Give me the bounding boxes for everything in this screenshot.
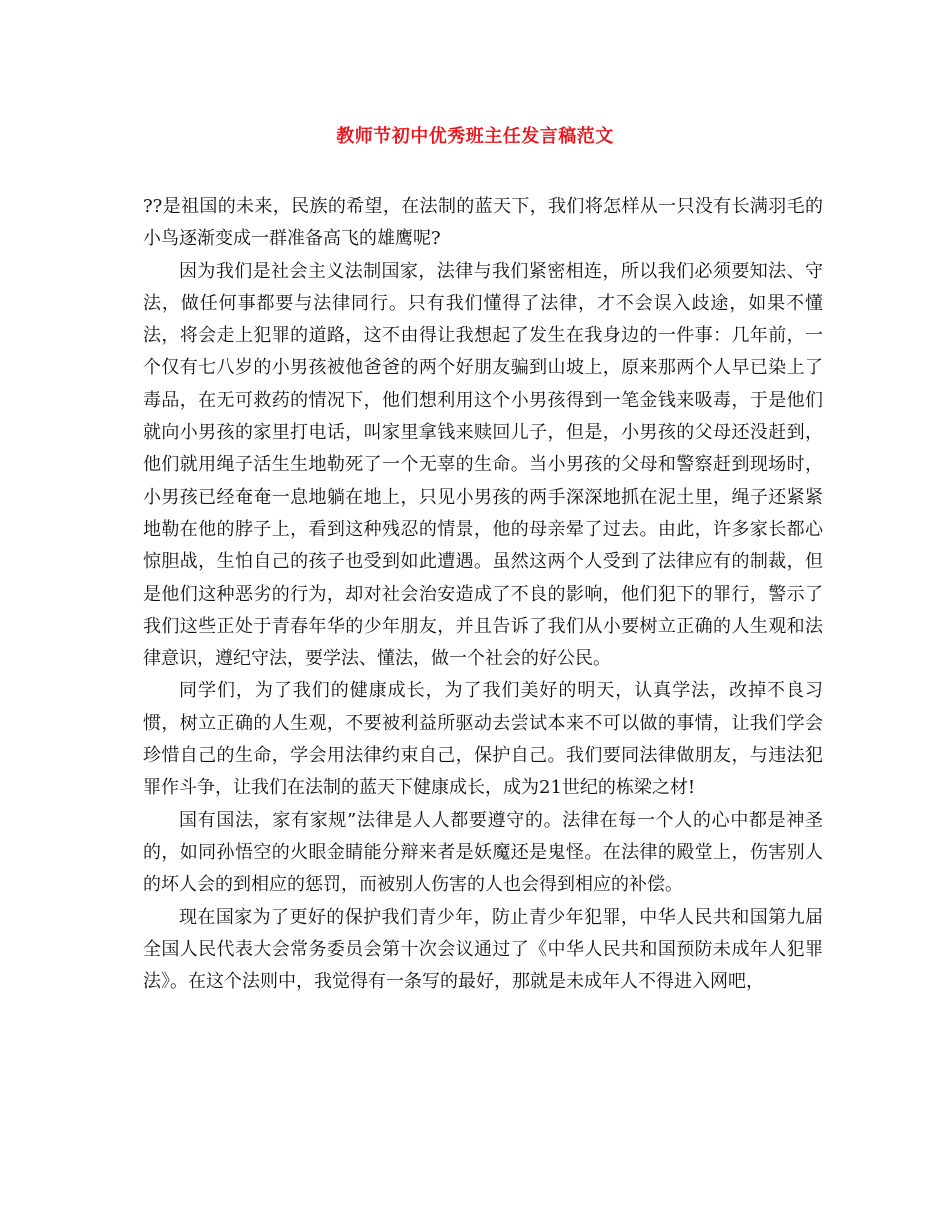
paragraph-3: 同学们，为了我们的健康成长，为了我们美好的明天，认真学法，改掉不良习惯，树立正确的人生观，不要被利益所驱动去尝试本来不可以做的事情，让我们学会珍惜自己的生命，学会用法律约束自己，保护自己。我们要同法律做朋友，与违法犯罪作斗争，让我们在法制的蓝天下健康成长，成为21世纪的栋梁之材! (143, 680, 823, 799)
document-body (143, 191, 823, 998)
paragraph-5: 现在国家为了更好的保护我们青少年，防止青少年犯罪，中华人民共和国第九届全国人民代表大会常务委员会第十次会议通过了《中华人民共和国预防未成年人犯罪法》。在这个法则中，我觉得有一条写的最好，那就是未成年人不得进入网吧， (143, 906, 823, 993)
paragraph-4: 国有国法，家有家规”法律是人人都要遵守的。法律在每一个人的心中都是神圣的，如同孙悟空的火眼金睛能分辩来者是妖魔还是鬼怪。在法律的殿堂上，伤害别人的坏人会的到相应的惩罚，而被别人伤害的人也会得到相应的补偿。 (143, 809, 823, 896)
paragraph-2: 因为我们是社会主义法制国家，法律与我们紧密相连，所以我们必须要知法、守法，做任何事都要与法律同行。只有我们懂得了法律，才不会误入歧途，如果不懂法，将会走上犯罪的道路，这不由得让我想起了发生在我身边的一件事：几年前，一个仅有七八岁的小男孩被他爸爸的两个好朋友骗到山坡上，原来那两个人早已染上了毒品，在无可救药的情况下，他们想利用这个小男孩得到一笔金钱来吸毒，于是他们就向小男孩的家里打电话，叫家里拿钱来赎回儿子，但是，小男孩的父母还没赶到，他们就用绳子活生生地勒死了一个无辜的生命。当小男孩的父母和警察赶到现场时，小男孩已经奄奄一息地躺在地上，只见小男孩的两手深深地抓在泥土里，绳子还紧紧地勒在他的脖子上，看到这种残忍的情景，他的母亲晕了过去。由此，许多家长都心惊胆战，生怕自己的孩子也受到如此遭遇。虽然这两个人受到了法律应有的制裁，但是他们这种恶劣的行为，却对社会治安造成了不良的影响，他们犯下的罪行，警示了我们这些正处于青春年华的少年朋友，并且告诉了我们从小要树立正确的人生观和法律意识，遵纪守法，要学法、懂法，做一个社会的好公民。 (143, 260, 823, 670)
paragraph-1: ??是祖国的未来，民族的希望，在法制的蓝天下，我们将怎样从一只没有长满羽毛的小鸟逐渐变成一群准备高飞的雄鹰呢? (143, 196, 823, 250)
document-title: 教师节初中优秀班主任发言稿范文 (336, 126, 614, 147)
